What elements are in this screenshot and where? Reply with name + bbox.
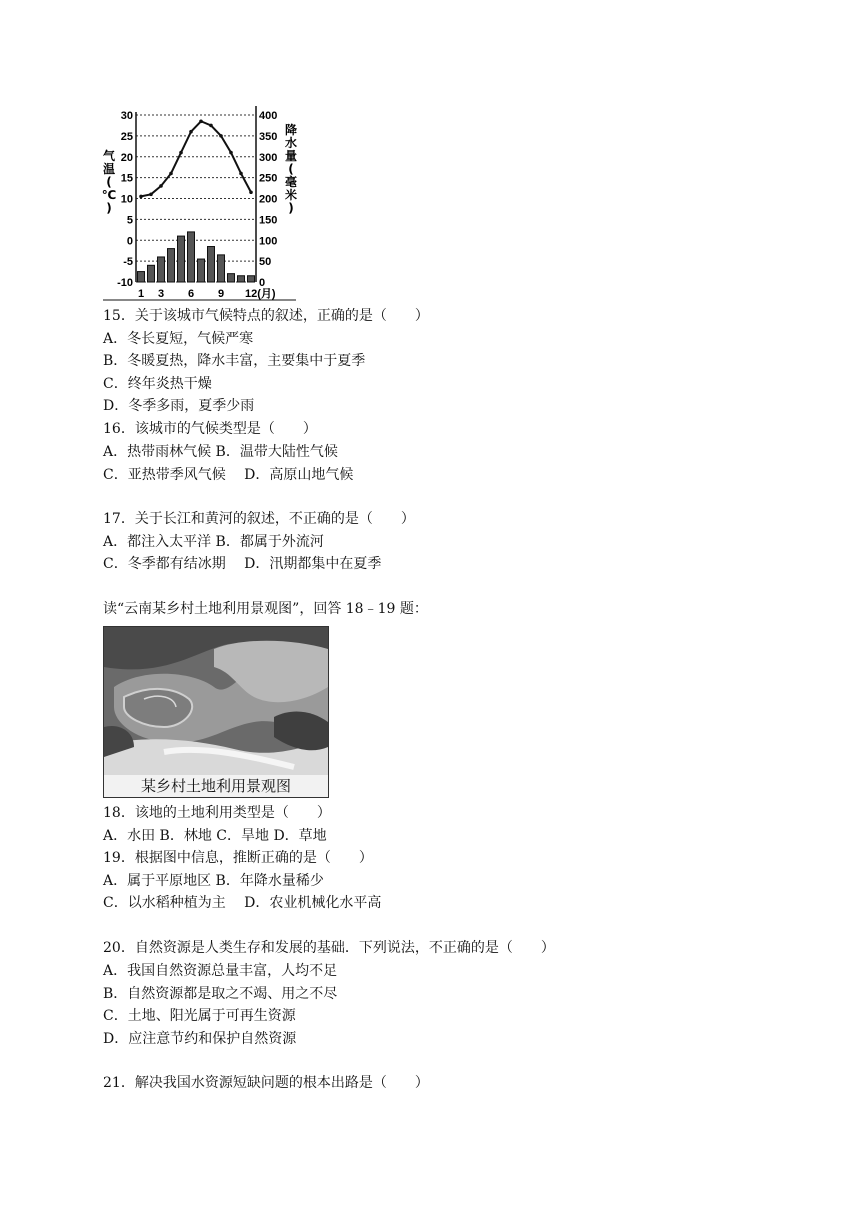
left-tick-label: 25 — [120, 130, 133, 143]
landscape-photo — [103, 626, 329, 798]
q15-option-a: A．冬长夏短，气候严寒 — [103, 331, 254, 347]
temperature-point — [139, 195, 143, 199]
axis-label-char: ) — [288, 201, 294, 215]
left-tick-label: -5 — [123, 256, 133, 269]
axis-label-char: ) — [106, 201, 112, 215]
precipitation-bar — [198, 259, 205, 282]
question-21: 21．解决我国水资源短缺问题的根本出路是（ ） — [103, 1075, 429, 1091]
left-tick-label: -10 — [117, 277, 133, 289]
right-tick-label: 50 — [259, 256, 272, 269]
x-tick-label: 6 — [187, 288, 195, 300]
chart-grid — [136, 115, 256, 282]
temperature-line — [139, 119, 253, 198]
question-17: 17．关于长江和黄河的叙述，不正确的是（ ） — [103, 511, 415, 527]
x-tick-label: 9 — [217, 288, 225, 300]
axis-label-char: 毫 — [284, 175, 298, 189]
right-tick-label: 200 — [259, 193, 278, 206]
precipitation-bar — [148, 265, 155, 282]
temperature-point — [189, 130, 193, 134]
q19-options-cd: C．以水稻种植为主 D．农业机械化水平高 — [103, 895, 382, 911]
temperature-point — [229, 151, 233, 155]
right-tick-label: 300 — [259, 151, 278, 164]
photo-caption: 某乡村土地利用景观图 — [104, 775, 328, 797]
precipitation-bar — [138, 272, 145, 282]
right-tick-label: 350 — [259, 130, 278, 143]
q20-option-d: D．应注意节约和保护自然资源 — [103, 1031, 297, 1047]
precipitation-bar — [188, 232, 195, 282]
reading-instruction: 读“云南某乡村土地利用景观图”，回答 18﹣19 题： — [103, 601, 428, 617]
precipitation-bar — [218, 255, 225, 282]
axis-label-char: 量 — [284, 149, 298, 163]
precipitation-bar — [158, 257, 165, 282]
axis-label-char: ℃ — [101, 188, 117, 202]
temperature-curve — [141, 121, 251, 196]
climate-chart — [100, 100, 300, 304]
q15-option-c: C．终年炎热干燥 — [103, 376, 212, 392]
question-16: 16．该城市的气候类型是（ ） — [103, 421, 317, 437]
temperature-point — [159, 184, 163, 188]
q17-options-cd: C．冬季都有结冰期 D．汛期都集中在夏季 — [103, 556, 382, 572]
question-18: 18．该地的土地利用类型是（ ） — [103, 805, 331, 821]
axis-label-char: 气 — [102, 149, 116, 163]
q15-option-b: B．冬暖夏热，降水丰富，主要集中于夏季 — [103, 353, 366, 369]
x-tick-label: 3 — [157, 288, 165, 300]
left-tick-label: 5 — [126, 214, 133, 227]
q16-options-ab: A．热带雨林气候 B．温带大陆性气候 — [103, 444, 338, 460]
right-tick-label: 250 — [259, 172, 278, 185]
axis-label-char: 米 — [284, 188, 298, 202]
landscape-picture — [104, 627, 328, 775]
q16-options-cd: C．亚热带季风气候 D．高原山地气候 — [103, 467, 354, 483]
left-tick-label: 30 — [120, 110, 133, 122]
q20-option-c: C．土地、阳光属于可再生资源 — [103, 1008, 296, 1024]
temperature-point — [209, 124, 213, 128]
axis-label-char: 水 — [284, 136, 298, 150]
left-tick-label: 10 — [120, 193, 133, 206]
temperature-point — [239, 172, 243, 176]
left-tick-labels — [117, 110, 133, 289]
precipitation-bar — [208, 247, 215, 282]
right-tick-label: 100 — [259, 235, 278, 248]
q20-option-b: B．自然资源都是取之不竭、用之不尽 — [103, 986, 338, 1002]
temperature-point — [149, 193, 153, 197]
precipitation-axis-label — [284, 122, 297, 215]
x-tick-label: 1 — [137, 288, 145, 300]
axis-label-char: 温 — [102, 162, 116, 176]
q17-options-ab: A．都注入太平洋 B．都属于外流河 — [103, 534, 324, 550]
precipitation-bar — [238, 276, 245, 282]
temperature-point — [179, 151, 183, 155]
right-tick-labels — [259, 110, 277, 289]
temperature-point — [219, 134, 223, 138]
precipitation-bars — [138, 232, 255, 282]
precipitation-bar — [248, 276, 255, 282]
q20-option-a: A．我国自然资源总量丰富，人均不足 — [103, 963, 338, 979]
axis-label-char: ( — [106, 175, 112, 189]
q19-options-ab: A．属于平原地区 B．年降水量稀少 — [103, 873, 324, 889]
left-tick-label: 20 — [120, 151, 133, 164]
temperature-axis-label — [102, 148, 117, 215]
temperature-point — [169, 172, 173, 176]
question-20: 20．自然资源是人类生存和发展的基础．下列说法，不正确的是（ ） — [103, 940, 555, 956]
x-tick-labels — [138, 287, 276, 300]
left-tick-label: 15 — [120, 172, 133, 185]
precipitation-bar — [178, 236, 185, 282]
q15-option-d: D．冬季多雨，夏季少雨 — [103, 398, 255, 414]
q18-options: A．水田 B．林地 C．旱地 D．草地 — [103, 828, 327, 844]
temperature-point — [249, 190, 253, 194]
temperature-point — [199, 119, 203, 123]
axis-label-char: 降 — [284, 123, 298, 137]
precipitation-bar — [228, 274, 235, 282]
question-19: 19．根据图中信息，推断正确的是（ ） — [103, 850, 373, 866]
right-tick-label: 400 — [259, 110, 278, 122]
axis-label-char: ( — [288, 162, 294, 176]
right-tick-label: 150 — [259, 214, 278, 227]
left-tick-label: 0 — [126, 235, 133, 248]
x-tick-label: 12(月) — [245, 288, 276, 300]
question-15: 15．关于该城市气候特点的叙述，正确的是（ ） — [103, 308, 429, 324]
right-tick-label: 0 — [259, 277, 266, 289]
precipitation-bar — [168, 249, 175, 282]
